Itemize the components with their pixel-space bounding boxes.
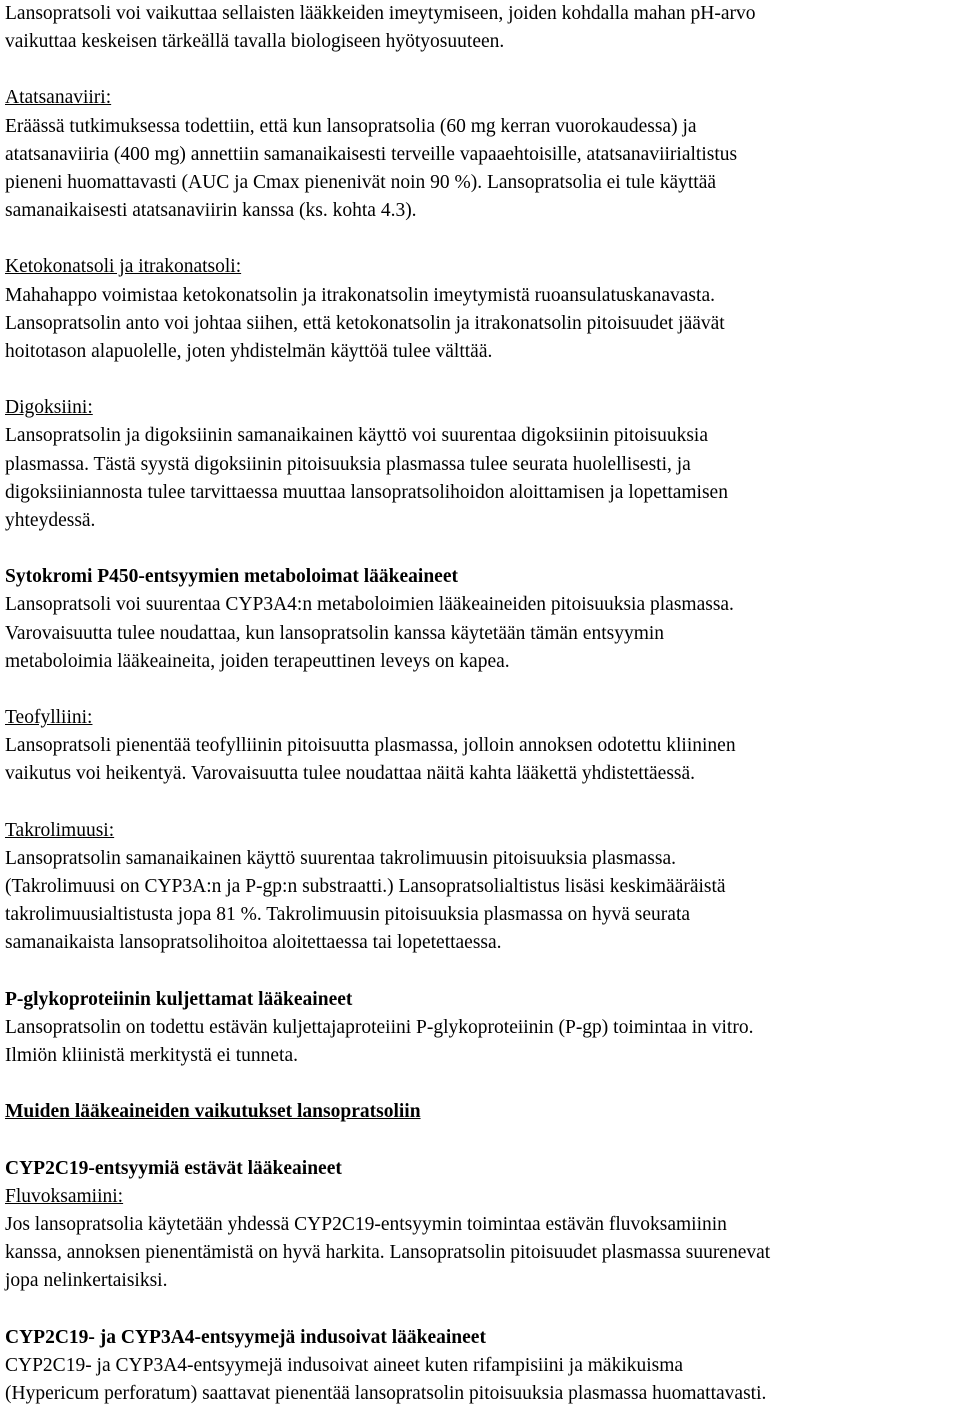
section-heading: P-glykoproteiinin kuljettamat lääkeaineet (5, 988, 353, 1010)
subsection-title: Atatsanaviiri: (5, 87, 112, 109)
text-line: Lansopratsolin samanaikainen käyttö suurentaa takrolimuusin pitoisuuksia plasmassa. (5, 847, 676, 869)
text-line: (Takrolimuusi on CYP3A:n ja P-gp:n substraatti.) Lansopratsolialtistus lisäsi keskimääräistä (5, 876, 726, 898)
text-line: Jos lansopratsolia käytetään yhdessä CYP2C19-entsyymin toimintaa estävän fluvoksamiinin (5, 1213, 727, 1235)
section-heading: Sytokromi P450-entsyymien metaboloimat lääkeaineet (5, 566, 458, 588)
text-line: metaboloimia lääkeaineita, joiden terapeuttinen leveys on kapea. (5, 650, 510, 672)
text-line: vaikuttaa keskeisen tärkeällä tavalla biologiseen hyötyosuuteen. (5, 31, 505, 53)
text-line: yhteydessä. (5, 510, 96, 532)
text-line: Lansopratsoli voi suurentaa CYP3A4:n metaboloimien lääkeaineiden pitoisuuksia plasmassa. (5, 594, 734, 616)
text-line: samanaikaista lansopratsolihoitoa aloitettaessa tai lopetettaessa. (5, 932, 502, 954)
text-line: plasmassa. Tästä syystä digoksiinin pitoisuuksia plasmassa tulee seurata huolellisesti, ja (5, 453, 691, 475)
text-line: digoksiiniannosta tulee tarvittaessa muuttaa lansopratsolihoidon aloittamisen ja lopettamisen (5, 481, 728, 503)
text-line: vaikutus voi heikentyä. Varovaisuutta tulee noudattaa näitä kahta lääkettä yhdistettäessä. (5, 763, 696, 785)
section-takrolimuusi (5, 817, 956, 958)
section-cyp-inducers (5, 1324, 956, 1408)
subsection-title: Teofylliini: (5, 707, 93, 729)
text-line: Lansopratsoli pienentää teofylliinin pitoisuutta plasmassa, jolloin annoksen odotettu kliininen (5, 735, 736, 757)
section-digoksiini (5, 394, 956, 535)
text-line: Lansopratsolin anto voi johtaa siihen, että ketokonatsolin ja itrakonatsolin pitoisuudet jäävät (5, 312, 725, 334)
text-line: Eräässä tutkimuksessa todettiin, että kun lansopratsolia (60 mg kerran vuorokaudessa) ja (5, 115, 697, 137)
major-heading: Muiden lääkeaineiden vaikutukset lansopratsoliin (5, 1101, 421, 1123)
text-line: Varovaisuutta tulee noudattaa, kun lansopratsolin kanssa käytetään tämän entsyymin (5, 622, 665, 644)
section-cyp2c19-inhibitors (5, 1155, 956, 1296)
subsection-title: Ketokonatsoli ja itrakonatsoli: (5, 256, 242, 278)
subsection-title: Takrolimuusi: (5, 819, 115, 841)
section-teofylliini (5, 704, 956, 789)
section-heading: CYP2C19- ja CYP3A4-entsyymejä indusoivat lääkeaineet (5, 1326, 486, 1348)
section-p-glykoproteiini (5, 986, 956, 1071)
section-atatsanaviiri (5, 84, 956, 225)
section-ketokonatsoli (5, 253, 956, 366)
section-muiden (5, 1098, 956, 1126)
text-line: Lansopratsolin ja digoksiinin samanaikainen käyttö voi suurentaa digoksiinin pitoisuuksia (5, 425, 708, 447)
text-line: pieneni huomattavasti (AUC ja Cmax pienenivät noin 90 %). Lansopratsolia ei tule käyttää (5, 172, 717, 194)
subsection-title: Fluvoksamiini: (5, 1185, 124, 1207)
section-sytokromi (5, 563, 956, 676)
text-line: jopa nelinkertaisiksi. (5, 1270, 168, 1292)
text-line: samanaikaisesti atatsanaviirin kanssa (ks. kohta 4.3). (5, 200, 417, 222)
section-heading: CYP2C19-entsyymiä estävät lääkeaineet (5, 1157, 342, 1179)
text-line: (Hypericum perforatum) saattavat pienentää lansopratsolin pitoisuuksia plasmassa huomattavasti. (5, 1382, 767, 1404)
text-line: Mahahappo voimistaa ketokonatsolin ja itrakonatsolin imeytymistä ruoansulatuskanavasta. (5, 284, 715, 306)
text-line: Ilmiön kliinistä merkitystä ei tunneta. (5, 1045, 298, 1067)
text-line: atatsanaviiria (400 mg) annettiin samanaikaisesti terveille vapaaehtoisille, atatsanaviirialtistus (5, 143, 738, 165)
text-line: kanssa, annoksen pienentämistä on hyvä harkita. Lansopratsolin pitoisuudet plasmassa suurenevat (5, 1242, 771, 1264)
text-line: hoitotason alapuolelle, joten yhdistelmän käyttöä tulee välttää. (5, 341, 493, 363)
intro-paragraph (5, 0, 956, 56)
text-line: Lansopratsoli voi vaikuttaa sellaisten lääkkeiden imeytymiseen, joiden kohdalla mahan pH-arvo (5, 3, 756, 24)
subsection-title: Digoksiini: (5, 397, 93, 419)
text-line: Lansopratsolin on todettu estävän kuljettajaproteiini P-glykoproteiinin (P-gp) toimintaa in vitro. (5, 1016, 754, 1038)
text-line: CYP2C19- ja CYP3A4-entsyymejä indusoivat aineet kuten rifampisiini ja mäkikuisma (5, 1354, 684, 1376)
text-line: takrolimuusialtistusta jopa 81 %. Takrolimuusin pitoisuuksia plasmassa on hyvä seurata (5, 904, 691, 926)
